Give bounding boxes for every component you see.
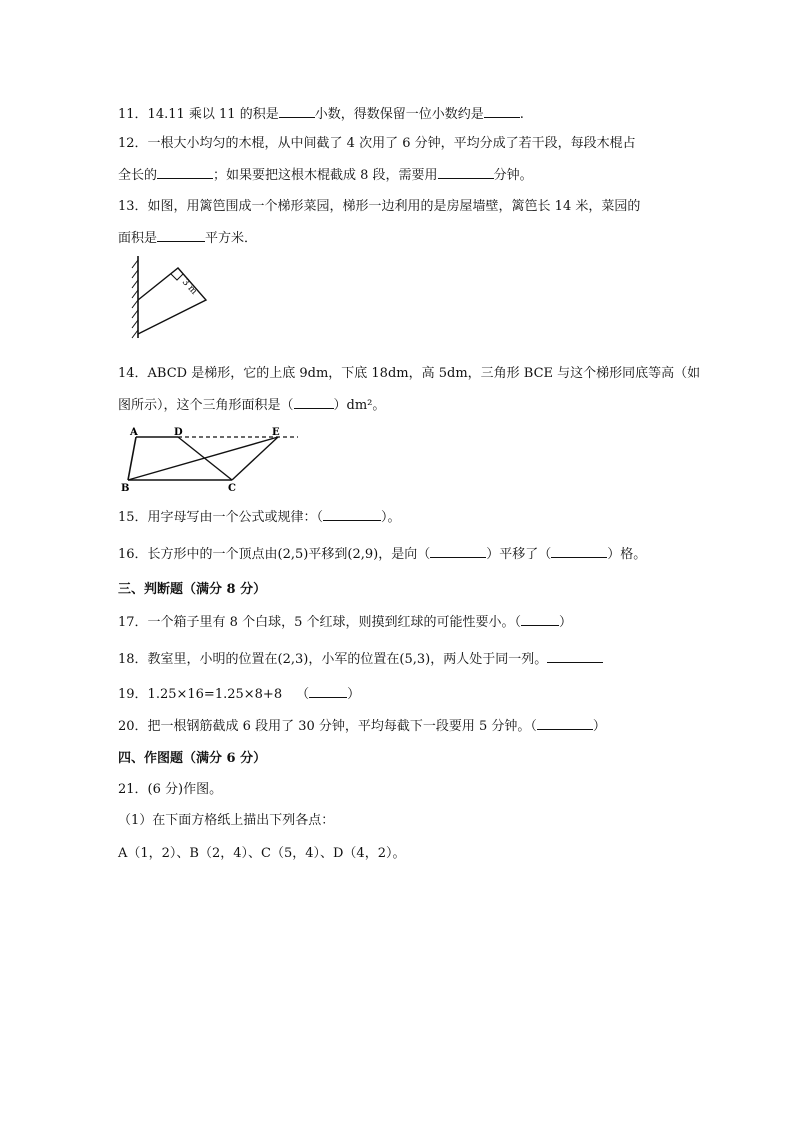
question-19: 19．1.25×16=1.25×8+8 （ ） [118, 687, 361, 702]
section-4-heading: 四、作图题（满分 6 分） [118, 751, 267, 766]
answer-blank[interactable] [157, 229, 205, 242]
answer-blank[interactable] [438, 166, 494, 179]
question-17: 17．一个箱子里有 8 个白球，5 个红球，则摸到红球的可能性要小。（ ） [118, 615, 572, 630]
point-label-d: D [174, 427, 183, 438]
point-label-e: E [272, 427, 280, 438]
answer-blank[interactable] [323, 508, 381, 521]
question-14-line1: 14．ABCD 是梯形，它的上底 9dm，下底 18dm，高 5dm，三角形 BCE 与这个梯形同底等高（如 [118, 366, 701, 381]
question-21-points: A（1，2）、B（2，4）、C（5，4）、D（4，2）。 [118, 846, 406, 861]
answer-blank[interactable] [521, 613, 559, 626]
question-15: 15．用字母写由一个公式或规律：（ ）。 [118, 510, 401, 525]
question-12-line1: 12．一根大小均匀的木棍，从中间截了 4 次用了 6 分钟，平均分成了若干段，每段木棍占 [118, 136, 636, 151]
question-16: 16．长方形中的一个顶点由(2,5)平移到(2,9)，是向（ ）平移了（ ）格。 [118, 547, 647, 562]
question-14-line2: 图所示），这个三角形面积是（ ）dm²。 [118, 398, 386, 413]
question-12-line2: 全长的 ；如果要把这根木棍截成 8 段，需要用 分钟。 [118, 168, 533, 183]
answer-blank[interactable] [279, 105, 315, 118]
answer-blank[interactable] [551, 545, 607, 558]
question-20: 20．把一根钢筋截成 6 段用了 30 分钟，平均每截下一段要用 5 分钟。（ ） [118, 719, 606, 734]
answer-blank[interactable] [537, 717, 593, 730]
question-13-line2: 面积是 平方米． [118, 231, 258, 246]
trapezoid-abcd-figure [118, 424, 318, 496]
question-21-part-1: （1）在下面方格纸上描出下列各点： [118, 813, 335, 828]
answer-blank[interactable] [430, 545, 486, 558]
point-label-c: C [228, 483, 236, 494]
answer-blank[interactable] [484, 105, 520, 118]
answer-blank[interactable] [547, 650, 603, 663]
question-18: 18．教室里，小明的位置在(2,3)，小军的位置在(5,3)，两人处于同一列。 [118, 650, 603, 669]
question-21: 21．(6 分)作图。 [118, 782, 223, 797]
section-3-heading: 三、判断题（满分 8 分） [118, 582, 267, 597]
answer-blank[interactable] [157, 166, 213, 179]
question-11: 11．14.11 乘以 11 的积是 小数，得数保留一位小数约是 . [118, 107, 524, 122]
trapezoid-garden-figure [118, 252, 228, 342]
question-13-line1: 13．如图，用篱笆围成一个梯形菜园，梯形一边利用的是房屋墙壁，篱笆长 14 米，菜园的 [118, 199, 641, 214]
answer-blank[interactable] [309, 685, 347, 698]
figure-dimension-label: 3 m [179, 277, 199, 297]
point-label-a: A [130, 427, 138, 438]
point-label-b: B [121, 483, 130, 494]
answer-blank[interactable] [294, 396, 334, 409]
